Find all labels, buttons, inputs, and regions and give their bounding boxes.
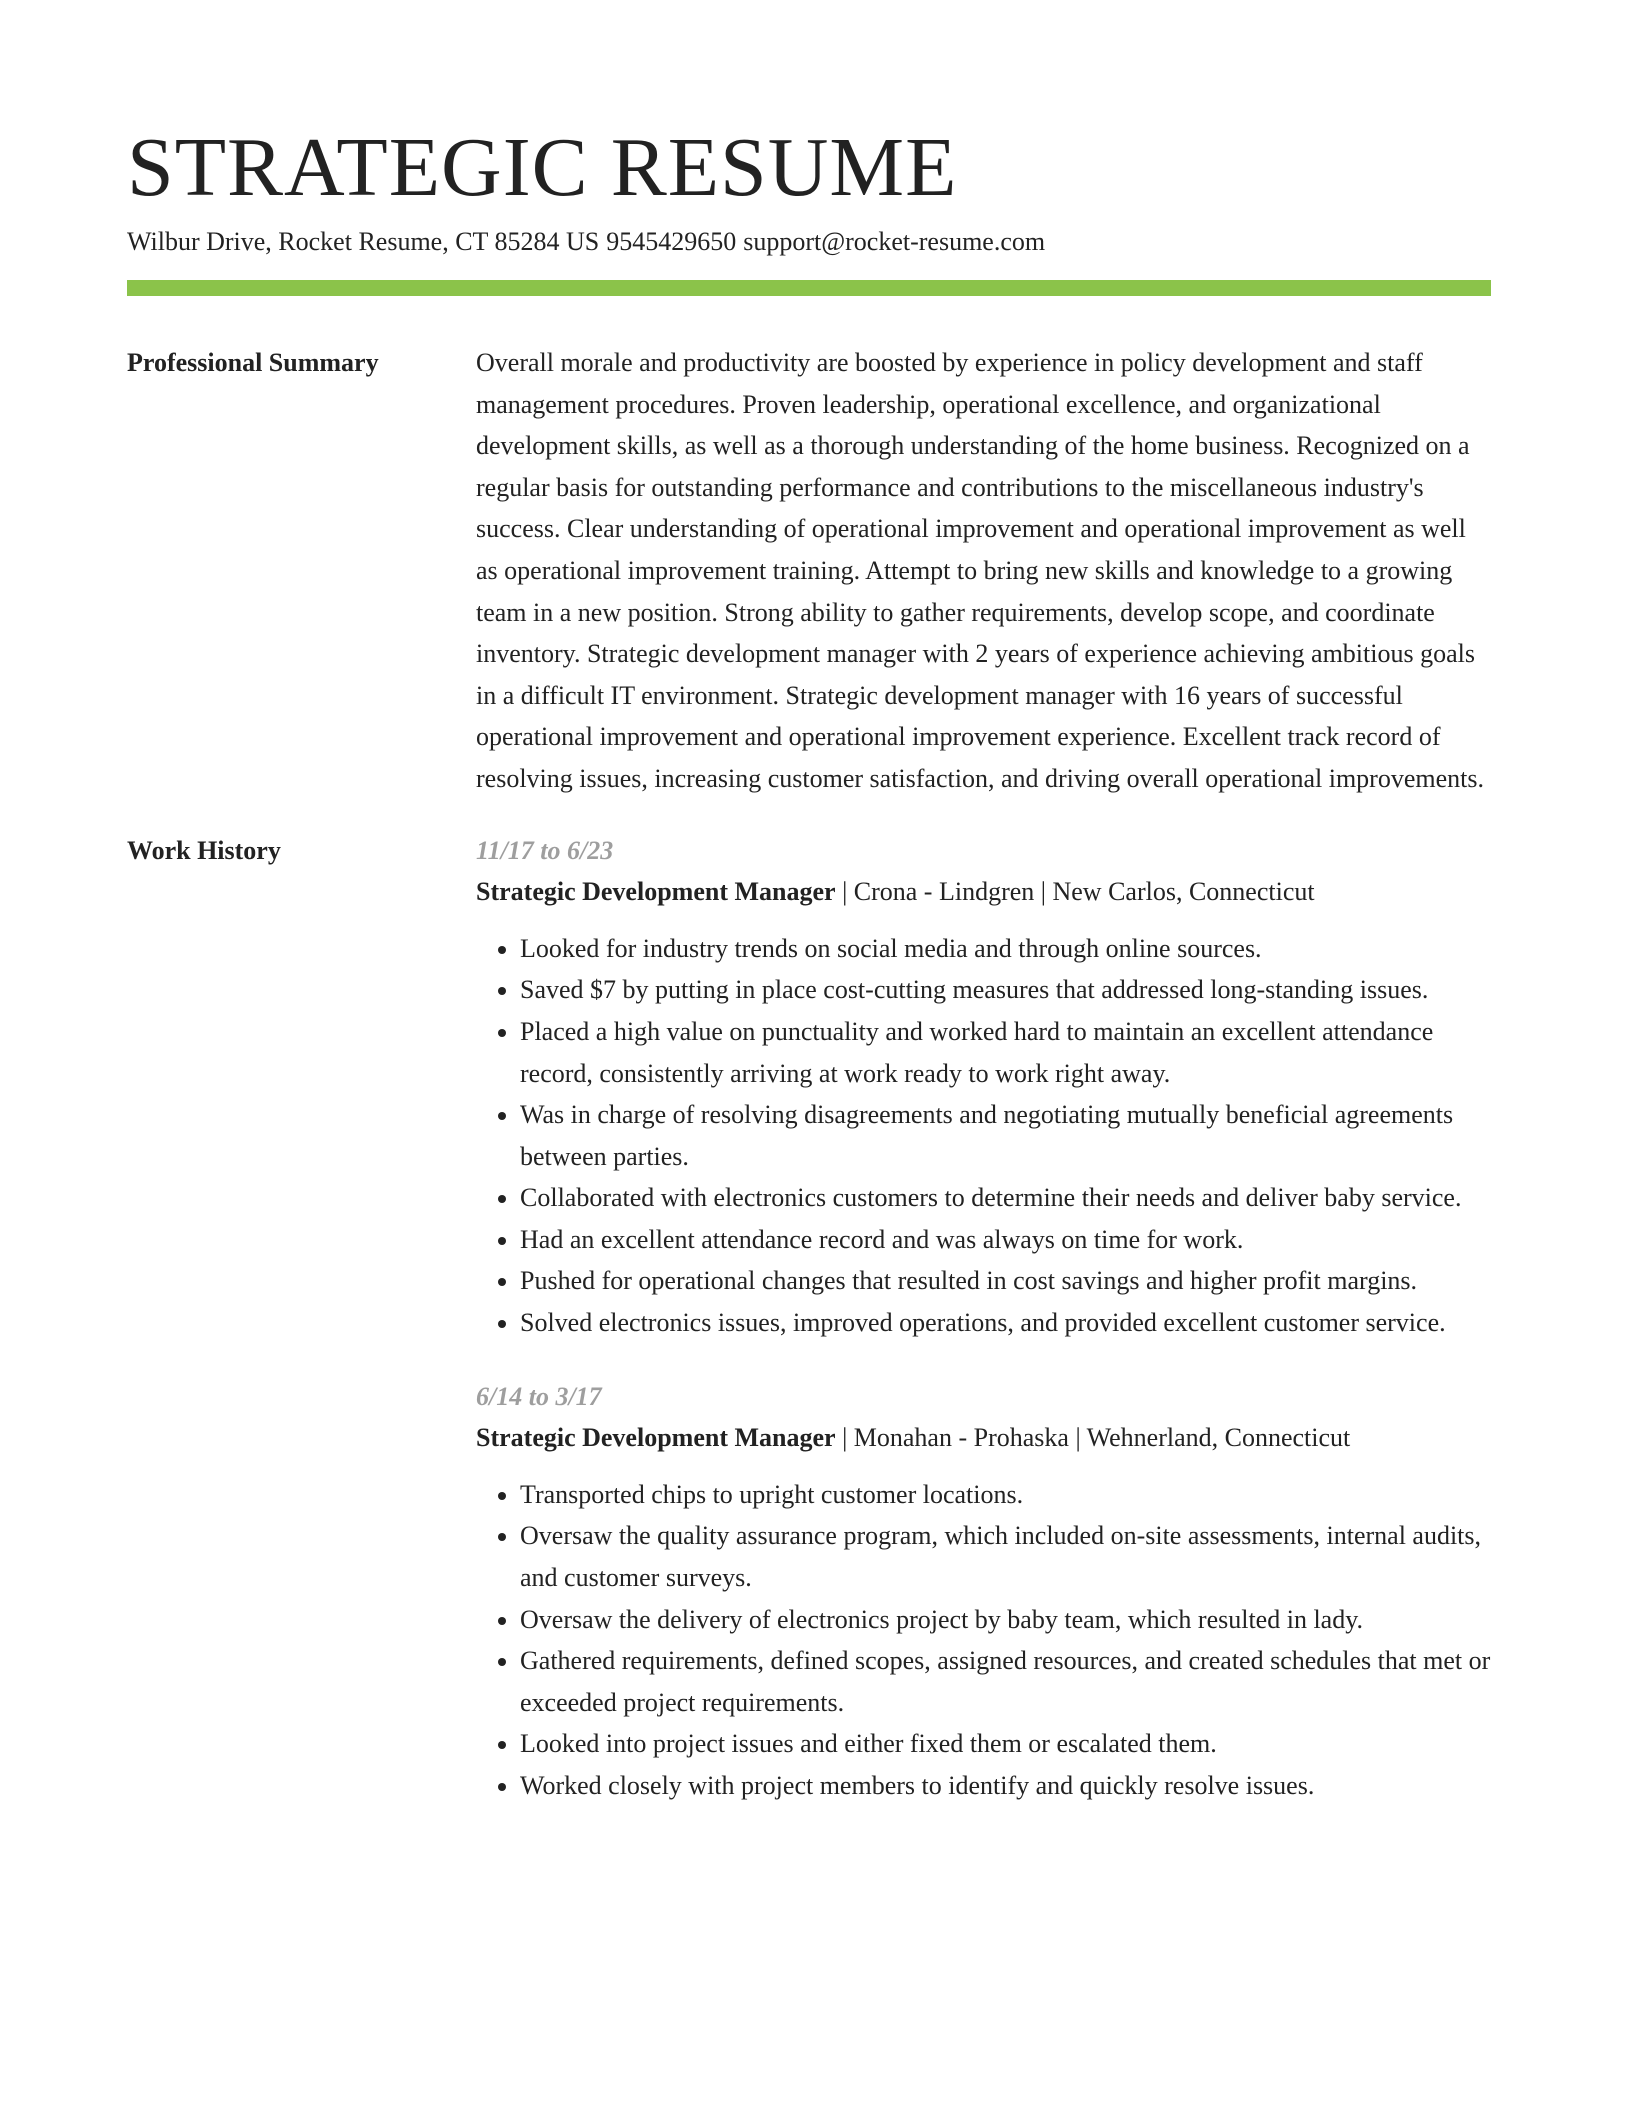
job-heading — [476, 1417, 1491, 1459]
duty-item: • Solved electronics issues, improved operations, and provided excellent customer service. — [520, 1302, 1491, 1344]
duty-item: • Oversaw the quality assurance program, which included on-site assessments, internal audits, and customer surveys. — [520, 1515, 1491, 1598]
job-dates: 11/17 to 6/23 — [476, 835, 614, 865]
section-label-work-history: Work History — [127, 835, 281, 865]
duty-item: • Looked into project issues and either fixed them or escalated them. — [520, 1723, 1491, 1765]
duty-item: • Was in charge of resolving disagreements and negotiating mutually beneficial agreements between parties. — [520, 1094, 1491, 1177]
job-heading — [476, 871, 1491, 913]
duty-item: • Oversaw the delivery of electronics project by baby team, which resulted in lady. — [520, 1599, 1491, 1641]
section-label-summary: Professional Summary — [127, 348, 379, 377]
duty-item: • Pushed for operational changes that resulted in cost savings and higher profit margins. — [520, 1260, 1491, 1302]
duty-item: • Saved $7 by putting in place cost-cutting measures that addressed long-standing issues. — [520, 969, 1491, 1011]
resume-page — [127, 118, 1491, 1807]
job-entry — [476, 1376, 1491, 1807]
duty-item: • Had an excellent attendance record and was always on time for work. — [520, 1219, 1491, 1261]
summary-text: Overall morale and productivity are boosted by experience in policy development and staff management procedures. Proven leadership, operational excellence, and organizational development skills, as well as a thorough understanding of the home business. Recognized on a regular basis for outstanding performance and contributions to the miscellaneous industry's success. Clear understanding of operational improvement and operational improvement as well as operational improvement training. Attempt to bring new skills and knowledge to a growing team in a new position. Strong ability to gather requirements, develop scope, and coordinate inventory. Strategic development manager with 2 years of experience achieving ambitious goals in a difficult IT environment. Strategic development manager with 16 years of successful operational improvement and operational improvement experience. Excellent track record of resolving issues, increasing customer satisfaction, and driving overall operational improvements. — [476, 348, 1484, 793]
job-dates: 6/14 to 3/17 — [476, 1381, 602, 1411]
duty-item: • Worked closely with project members to identify and quickly resolve issues. — [520, 1765, 1491, 1807]
job-company-location: | Monahan - Prohaska | Wehnerland, Connecticut — [835, 1423, 1351, 1453]
work-history-section — [127, 830, 1491, 1807]
job-duties-list — [476, 928, 1491, 1344]
duty-item: • Looked for industry trends on social media and through online sources. — [520, 928, 1491, 970]
professional-summary-section — [127, 342, 1491, 800]
header-divider — [127, 280, 1491, 296]
contact-email: support@rocket-resume.com — [743, 227, 1046, 256]
contact-phone: 9545429650 — [606, 227, 737, 256]
job-title: Strategic Development Manager — [476, 877, 836, 907]
contact-line — [127, 224, 1491, 260]
duty-item: • Transported chips to upright customer locations. — [520, 1474, 1491, 1516]
duty-item: • Placed a high value on punctuality and worked hard to maintain an excellent attendance record, consistently arriving at work ready to work right away. — [520, 1011, 1491, 1094]
duty-item: • Collaborated with electronics customers to determine their needs and deliver baby service. — [520, 1177, 1491, 1219]
resume-name: STRATEGIC RESUME — [127, 121, 958, 214]
duty-item: • Gathered requirements, defined scopes, assigned resources, and created schedules that met or exceeded project requirements. — [520, 1640, 1491, 1723]
contact-address: Wilbur Drive, Rocket Resume, CT 85284 US — [127, 227, 600, 256]
job-entry — [476, 830, 1491, 1344]
job-title: Strategic Development Manager — [476, 1423, 836, 1453]
work-history-body — [476, 830, 1491, 1807]
job-company-location: | Crona - Lindgren | New Carlos, Connecticut — [835, 877, 1315, 907]
job-duties-list — [476, 1474, 1491, 1807]
